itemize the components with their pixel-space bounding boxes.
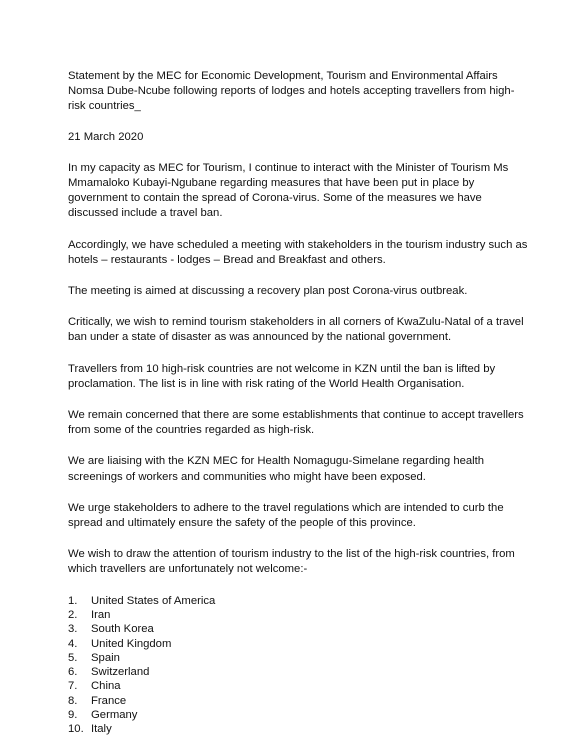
list-number: 10. [68,723,84,736]
country-name: South Korea [91,623,154,636]
country-list [68,594,528,737]
list-number: 4. [68,637,78,650]
list-item [68,722,528,736]
country-name: Germany [91,709,138,722]
list-item [68,708,528,722]
list-number: 7. [68,680,78,693]
paragraph: Travellers from 10 high-risk countries are not welcome in KZN until the ban is lifted by proclamation. The list is in line with risk rating of the World Health Organisation. [68,362,496,390]
country-name: United Kingdom [91,637,172,650]
paragraph: We wish to draw the attention of tourism industry to the list of the high-risk countries, from which travellers are unfortunately not welcome:- [68,548,515,576]
paragraph: In my capacity as MEC for Tourism, I continue to interact with the Minister of Tourism Ms Mmamaloko Kubayi-Ngubane regarding measures that have been put in place by government to contain the spread of Corona-virus. Some of the measures we have discussed include a travel ban. [68,161,509,220]
statement-title: Statement by the MEC for Economic Development, Tourism and Environmental Affairs Nomsa Dube-Ncube following reports of lodges and hotels accepting travellers from high-risk countries_ [68,70,515,113]
statement-date: 21 March 2020 [68,130,144,143]
country-name: China [91,680,121,693]
country-name: Spain [91,651,120,664]
list-number: 8. [68,694,78,707]
list-item [68,622,528,636]
list-number: 3. [68,623,78,636]
list-item [68,679,528,693]
paragraph: We remain concerned that there are some establishments that continue to accept travellers from some of the countries regarded as high-risk. [68,409,524,437]
list-item [68,665,528,679]
list-number: 5. [68,651,78,664]
list-number: 6. [68,666,78,679]
paragraph: We are liaising with the KZN MEC for Health Nomagugu-Simelane regarding health screenings of workers and communities who might have been exposed. [68,455,485,483]
list-item [68,694,528,708]
country-name: Italy [91,723,112,736]
country-name: Switzerland [91,666,150,679]
paragraph: Critically, we wish to remind tourism stakeholders in all corners of KwaZulu-Natal of a travel ban under a state of disaster as was announced by the national government. [68,316,524,344]
list-item [68,608,528,622]
country-name: Iran [91,608,111,621]
list-item [68,637,528,651]
country-name: France [91,694,127,707]
country-name: United States of America [91,594,216,607]
list-number: 1. [68,594,78,607]
paragraph: We urge stakeholders to adhere to the travel regulations which are intended to curb the spread and ultimately ensure the safety of the people of this province. [68,501,504,530]
paragraph: The meeting is aimed at discussing a recovery plan post Corona-virus outbreak. [68,285,468,298]
list-item [68,594,528,608]
paragraph: Accordingly, we have scheduled a meeting with stakeholders in the tourism industry such as hotels – restaurants - lodges – Bread and Breakfast and others. [68,238,528,266]
document-body [68,69,528,737]
list-number: 9. [68,709,78,722]
list-item [68,651,528,665]
list-number: 2. [68,608,78,621]
